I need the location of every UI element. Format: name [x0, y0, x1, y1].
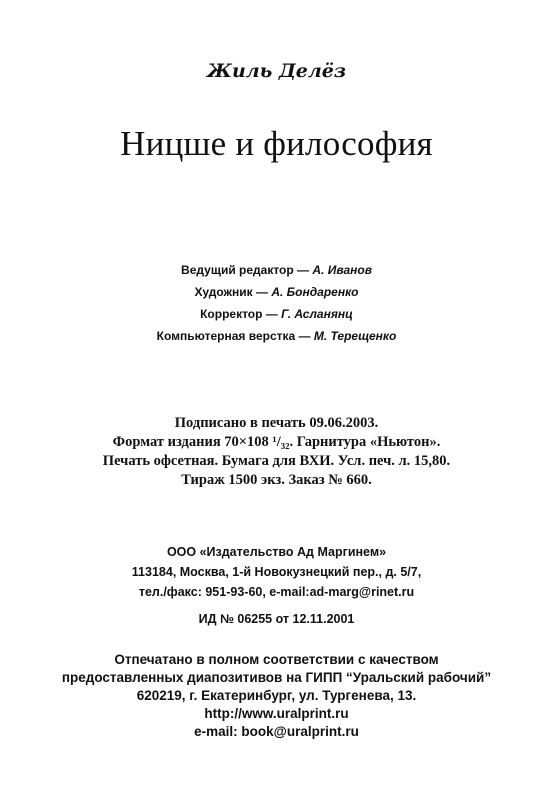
credit-role: Компьютерная верстка —: [156, 329, 314, 343]
publisher-address: 113184, Москва, 1-й Новокузнецкий пер., д. 5/7,: [131, 565, 422, 579]
author-name: Жиль Делёз: [207, 60, 346, 82]
print-details: [0, 414, 553, 490]
publisher-info: [0, 542, 553, 602]
print-details-line: Подписано в печать 09.06.2003.: [174, 415, 379, 431]
credit-role: Художник —: [194, 285, 272, 299]
printer-website: http://www.uralprint.ru: [204, 706, 349, 721]
credit-editor: [0, 259, 553, 281]
license-number: ИД № 06255 от 12.11.2001: [198, 612, 355, 626]
credit-layout: [0, 325, 553, 347]
printer-info: [0, 651, 553, 741]
credit-role: Корректор —: [200, 307, 282, 321]
publisher-name: ООО «Издательство Ад Маргинем»: [166, 545, 387, 559]
printer-line: Отпечатано в полном соответствии с качеством: [114, 652, 439, 667]
credit-role: Ведущий редактор —: [181, 263, 313, 277]
printer-email: e-mail: book@uralprint.ru: [194, 724, 359, 739]
credit-person: М. Терещенко: [313, 329, 397, 343]
print-details-line: Тираж 1500 экз. Заказ № 660.: [181, 472, 372, 488]
credit-artist: [0, 281, 553, 303]
print-details-line: Формат издания 70×108 ¹/₃₂. Гарнитура «Ньютон».: [112, 434, 441, 450]
credit-person: А. Бондаренко: [271, 285, 359, 299]
printer-line: предоставленных диапозитивов на ГИПП “Уральский рабочий”: [61, 670, 492, 685]
credit-person: Г. Асланянц: [281, 307, 353, 321]
printer-address: 620219, г. Екатеринбург, ул. Тургенева, 13.: [136, 688, 417, 703]
print-details-line: Печать офсетная. Бумага для ВХИ. Усл. печ. л. 15,80.: [102, 453, 451, 469]
publisher-contacts: тел./факс: 951-93-60, e-mail:ad-marg@rinet.ru: [138, 585, 415, 599]
credit-proofreader: [0, 303, 553, 325]
credits-block: [0, 259, 553, 347]
credit-person: А. Иванов: [312, 263, 372, 277]
book-title: Ницше и философия: [120, 124, 433, 163]
